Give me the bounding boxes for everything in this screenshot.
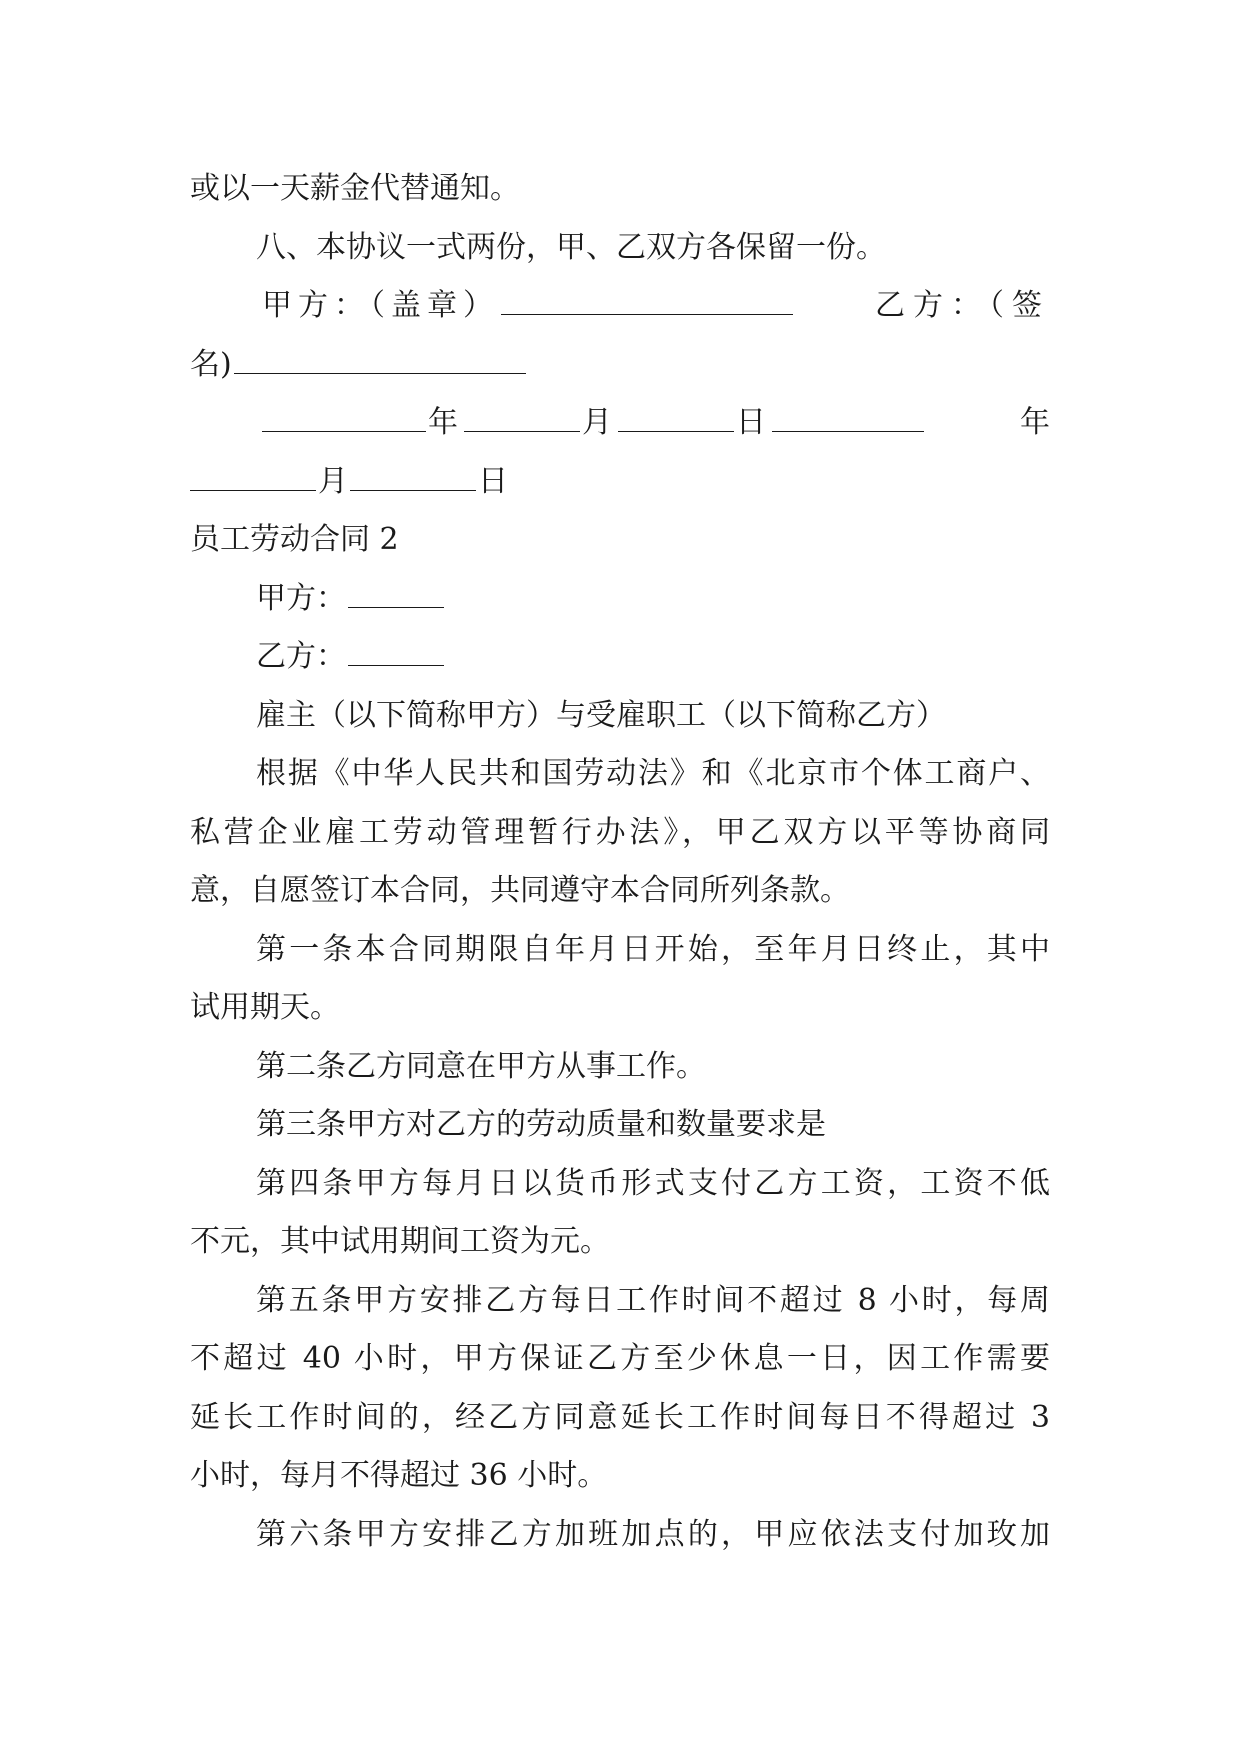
date-day-blank-a xyxy=(618,401,734,432)
article-six: 第六条甲方安排乙方加班加点的，甲应依法支付加玫加 xyxy=(256,1516,1050,1552)
date-day-label-b: 日 xyxy=(478,463,508,499)
party-b-sign-blank xyxy=(234,343,526,374)
article-two: 第二条乙方同意在甲方从事工作。 xyxy=(256,1048,706,1084)
article-five: 第五条甲方安排乙方每日工作时间不超过 8 小时，每周 xyxy=(256,1282,1050,1318)
article-one: 第一条本合同期限自年月日开始，至年月日终止，其中 xyxy=(256,931,1050,967)
date-line xyxy=(190,394,1050,453)
article-five-cont: 延长工作时间的，经乙方同意延长工作时间每日不得超过 3 xyxy=(190,1399,1050,1435)
date-year-label: 年 xyxy=(428,405,458,440)
date-year-blank-a xyxy=(262,401,426,432)
party-b-blank xyxy=(348,635,444,666)
basis-line: 根据《中华人民共和国劳动法》和《北京市个体工商户、 xyxy=(256,756,1050,791)
party-a-label: 甲方： xyxy=(256,580,346,616)
date-month-blank-b xyxy=(190,460,316,491)
article-five-cont: 小时，每月不得超过 36 小时。 xyxy=(190,1458,608,1493)
date-line-cont xyxy=(190,453,1050,512)
date-year-label-b: 年 xyxy=(1020,405,1050,440)
date-day-label: 日 xyxy=(736,405,766,440)
party-b-line xyxy=(190,628,1050,687)
article-three: 第三条甲方对乙方的劳动质量和数量要求是 xyxy=(256,1107,826,1142)
party-a-seal-label: 甲方：（盖章） xyxy=(262,288,499,323)
section-title: 员工劳动合同 2 xyxy=(190,522,399,557)
party-b-label: 乙方： xyxy=(256,639,346,674)
date-year-blank-b xyxy=(772,401,924,432)
date-day-blank-b xyxy=(350,460,476,491)
signature-line-cont xyxy=(190,336,1050,395)
party-b-sign-label: 乙方：（签 xyxy=(875,288,1050,323)
party-b-sign-label-cont: 名) xyxy=(190,346,232,382)
basis-line: 私营企业雇工劳动管理暂行办法》，甲乙双方以平等协商同 xyxy=(190,814,1050,850)
article-one-cont: 试用期天。 xyxy=(190,990,340,1025)
party-a-line xyxy=(190,570,1050,629)
text-line: 或以一天薪金代替通知。 xyxy=(190,171,520,206)
intro-line: 雇主（以下简称甲方）与受雇职工（以下简称乙方） xyxy=(256,697,946,733)
date-month-blank-a xyxy=(464,401,580,432)
signature-line xyxy=(190,277,1050,336)
date-month-label: 月 xyxy=(582,405,612,440)
article-four: 第四条甲方每月日以货币形式支付乙方工资，工资不低 xyxy=(256,1165,1050,1201)
date-month-label-b: 月 xyxy=(318,463,348,499)
article-five-cont: 不超过 40 小时，甲方保证乙方至少休息一日，因工作需要 xyxy=(190,1341,1050,1376)
party-a-seal-blank xyxy=(501,284,793,315)
basis-line: 意，自愿签订本合同，共同遵守本合同所列条款。 xyxy=(190,873,850,908)
document-page xyxy=(190,160,1050,1564)
party-a-blank xyxy=(348,577,444,608)
clause-eight: 八、本协议一式两份，甲、乙双方各保留一份。 xyxy=(256,229,886,265)
article-four-cont: 不元，其中试用期间工资为元。 xyxy=(190,1224,610,1259)
